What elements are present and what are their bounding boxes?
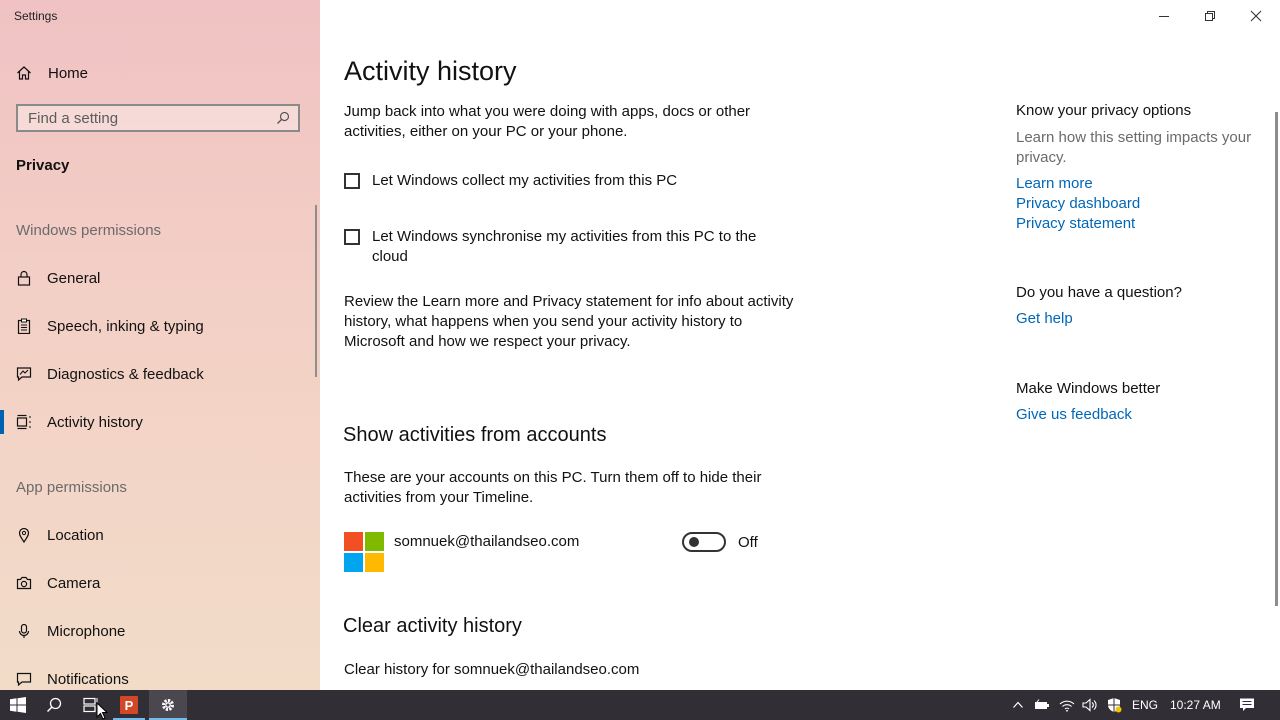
microphone-icon bbox=[16, 623, 32, 639]
action-center-icon bbox=[1239, 697, 1255, 713]
start-button[interactable] bbox=[0, 690, 36, 720]
review-text: Review the Learn more and Privacy statement for info about activity history, what happens when you send your activity history to Microsoft and how we respect your privacy. bbox=[344, 293, 794, 350]
show-hidden-icons-button[interactable] bbox=[1008, 690, 1028, 720]
main-scrollbar[interactable] bbox=[1275, 112, 1278, 606]
privacy-description: Learn how this setting impacts your privacy. bbox=[1016, 129, 1252, 166]
sidebar-item-label: General bbox=[47, 269, 101, 287]
feedback-panel bbox=[1016, 380, 1266, 425]
powerpoint-taskbar-button[interactable] bbox=[111, 690, 147, 720]
section-title: Privacy bbox=[16, 157, 70, 174]
give-feedback-link[interactable]: Give us feedback bbox=[1016, 406, 1132, 423]
search-icon[interactable] bbox=[276, 111, 290, 125]
sidebar-item-label: Notifications bbox=[47, 670, 129, 688]
nav-home-label: Home bbox=[48, 64, 89, 82]
sync-activities-checkbox[interactable] bbox=[344, 229, 360, 245]
search-box[interactable] bbox=[16, 104, 300, 132]
question-panel bbox=[1016, 284, 1266, 329]
accounts-heading: Show activities from accounts bbox=[343, 424, 607, 446]
sidebar-item-label: Diagnostics & feedback bbox=[47, 365, 204, 383]
privacy-statement-link[interactable]: Privacy statement bbox=[1016, 215, 1136, 232]
clipboard-icon bbox=[16, 318, 32, 334]
account-email: somnuek@thailandseo.com bbox=[394, 533, 580, 550]
microsoft-logo-icon bbox=[344, 532, 384, 572]
privacy-heading: Know your privacy options bbox=[1016, 102, 1192, 119]
input-language[interactable]: ENG bbox=[1132, 698, 1159, 712]
group-label-app-permissions: App permissions bbox=[16, 479, 127, 496]
chevron-up-icon bbox=[1012, 699, 1024, 711]
lock-icon bbox=[16, 270, 32, 286]
search-input[interactable] bbox=[18, 106, 268, 130]
app-title: Settings bbox=[14, 9, 58, 23]
volume-button[interactable] bbox=[1079, 690, 1101, 720]
sidebar-item-label: Camera bbox=[47, 574, 101, 592]
network-button[interactable] bbox=[1056, 690, 1078, 720]
search-icon bbox=[46, 697, 62, 713]
privacy-dashboard-link[interactable]: Privacy dashboard bbox=[1016, 195, 1141, 212]
sidebar-item-label: Microphone bbox=[47, 622, 126, 640]
sidebar-item-label: Speech, inking & typing bbox=[47, 317, 204, 335]
mouse-cursor-icon bbox=[96, 702, 108, 720]
activity-history-icon bbox=[16, 414, 32, 430]
powerpoint-icon bbox=[120, 696, 138, 714]
location-pin-icon bbox=[16, 527, 32, 543]
nav-home[interactable] bbox=[16, 62, 88, 84]
action-center-button[interactable] bbox=[1234, 690, 1260, 720]
toggle-knob bbox=[689, 537, 699, 547]
notification-icon bbox=[16, 671, 32, 687]
accounts-description: These are your accounts on this PC. Turn them off to hide their activities from your Timeline. bbox=[344, 469, 762, 506]
checkbox-label: Let Windows collect my activities from this PC bbox=[372, 172, 678, 189]
account-activity-toggle[interactable] bbox=[682, 532, 726, 552]
feedback-icon bbox=[16, 366, 32, 382]
sidebar-item-notifications[interactable] bbox=[16, 668, 129, 690]
question-heading: Do you have a question? bbox=[1016, 284, 1182, 301]
battery-button[interactable] bbox=[1031, 690, 1053, 720]
camera-icon bbox=[16, 575, 32, 591]
clock[interactable]: 10:27 AM bbox=[1170, 698, 1221, 712]
speaker-icon bbox=[1082, 698, 1098, 712]
sidebar-item-microphone[interactable] bbox=[16, 620, 125, 642]
toggle-state-label: Off bbox=[738, 534, 758, 551]
sidebar-item-general[interactable] bbox=[16, 267, 100, 289]
sidebar-scrollbar[interactable] bbox=[315, 205, 317, 377]
settings-gear-icon bbox=[160, 697, 176, 713]
learn-more-link[interactable]: Learn more bbox=[1016, 175, 1093, 192]
settings-taskbar-button[interactable] bbox=[149, 690, 187, 720]
sidebar-item-label: Location bbox=[47, 526, 104, 544]
shield-icon bbox=[1106, 697, 1122, 713]
home-icon bbox=[16, 65, 32, 81]
svg-text:P: P bbox=[124, 698, 134, 713]
sidebar-item-label: Activity history bbox=[47, 413, 143, 431]
privacy-options-panel bbox=[1016, 102, 1266, 234]
windows-start-icon bbox=[10, 697, 26, 713]
intro-text: Jump back into what you were doing with apps, docs or other activities, either on your PC or your phone. bbox=[344, 103, 751, 140]
defender-button[interactable] bbox=[1103, 690, 1125, 720]
main-content bbox=[320, 0, 1280, 690]
get-help-link[interactable]: Get help bbox=[1016, 310, 1073, 327]
sidebar-item-diagnostics[interactable] bbox=[16, 363, 204, 385]
clear-history-text: Clear history for somnuek@thailandseo.com bbox=[344, 661, 640, 678]
sidebar-item-activity-history[interactable] bbox=[16, 411, 143, 433]
sidebar-item-location[interactable] bbox=[16, 524, 104, 546]
clear-heading: Clear activity history bbox=[343, 615, 522, 637]
collect-activities-option[interactable] bbox=[344, 171, 782, 191]
taskbar bbox=[0, 690, 1280, 720]
battery-icon bbox=[1034, 699, 1050, 711]
page-title: Activity history bbox=[344, 56, 517, 86]
feedback-heading: Make Windows better bbox=[1016, 380, 1161, 397]
sidebar-item-camera[interactable] bbox=[16, 572, 100, 594]
checkbox-label: Let Windows synchronise my activities from this PC to the cloud bbox=[372, 228, 757, 265]
taskbar-search-button[interactable] bbox=[36, 690, 72, 720]
collect-activities-checkbox[interactable] bbox=[344, 173, 360, 189]
sync-activities-option[interactable] bbox=[344, 227, 782, 267]
wifi-icon bbox=[1059, 698, 1075, 712]
active-indicator bbox=[0, 410, 4, 434]
sidebar-item-speech[interactable] bbox=[16, 315, 204, 337]
group-label-windows-permissions: Windows permissions bbox=[16, 222, 162, 239]
sidebar bbox=[0, 0, 320, 690]
